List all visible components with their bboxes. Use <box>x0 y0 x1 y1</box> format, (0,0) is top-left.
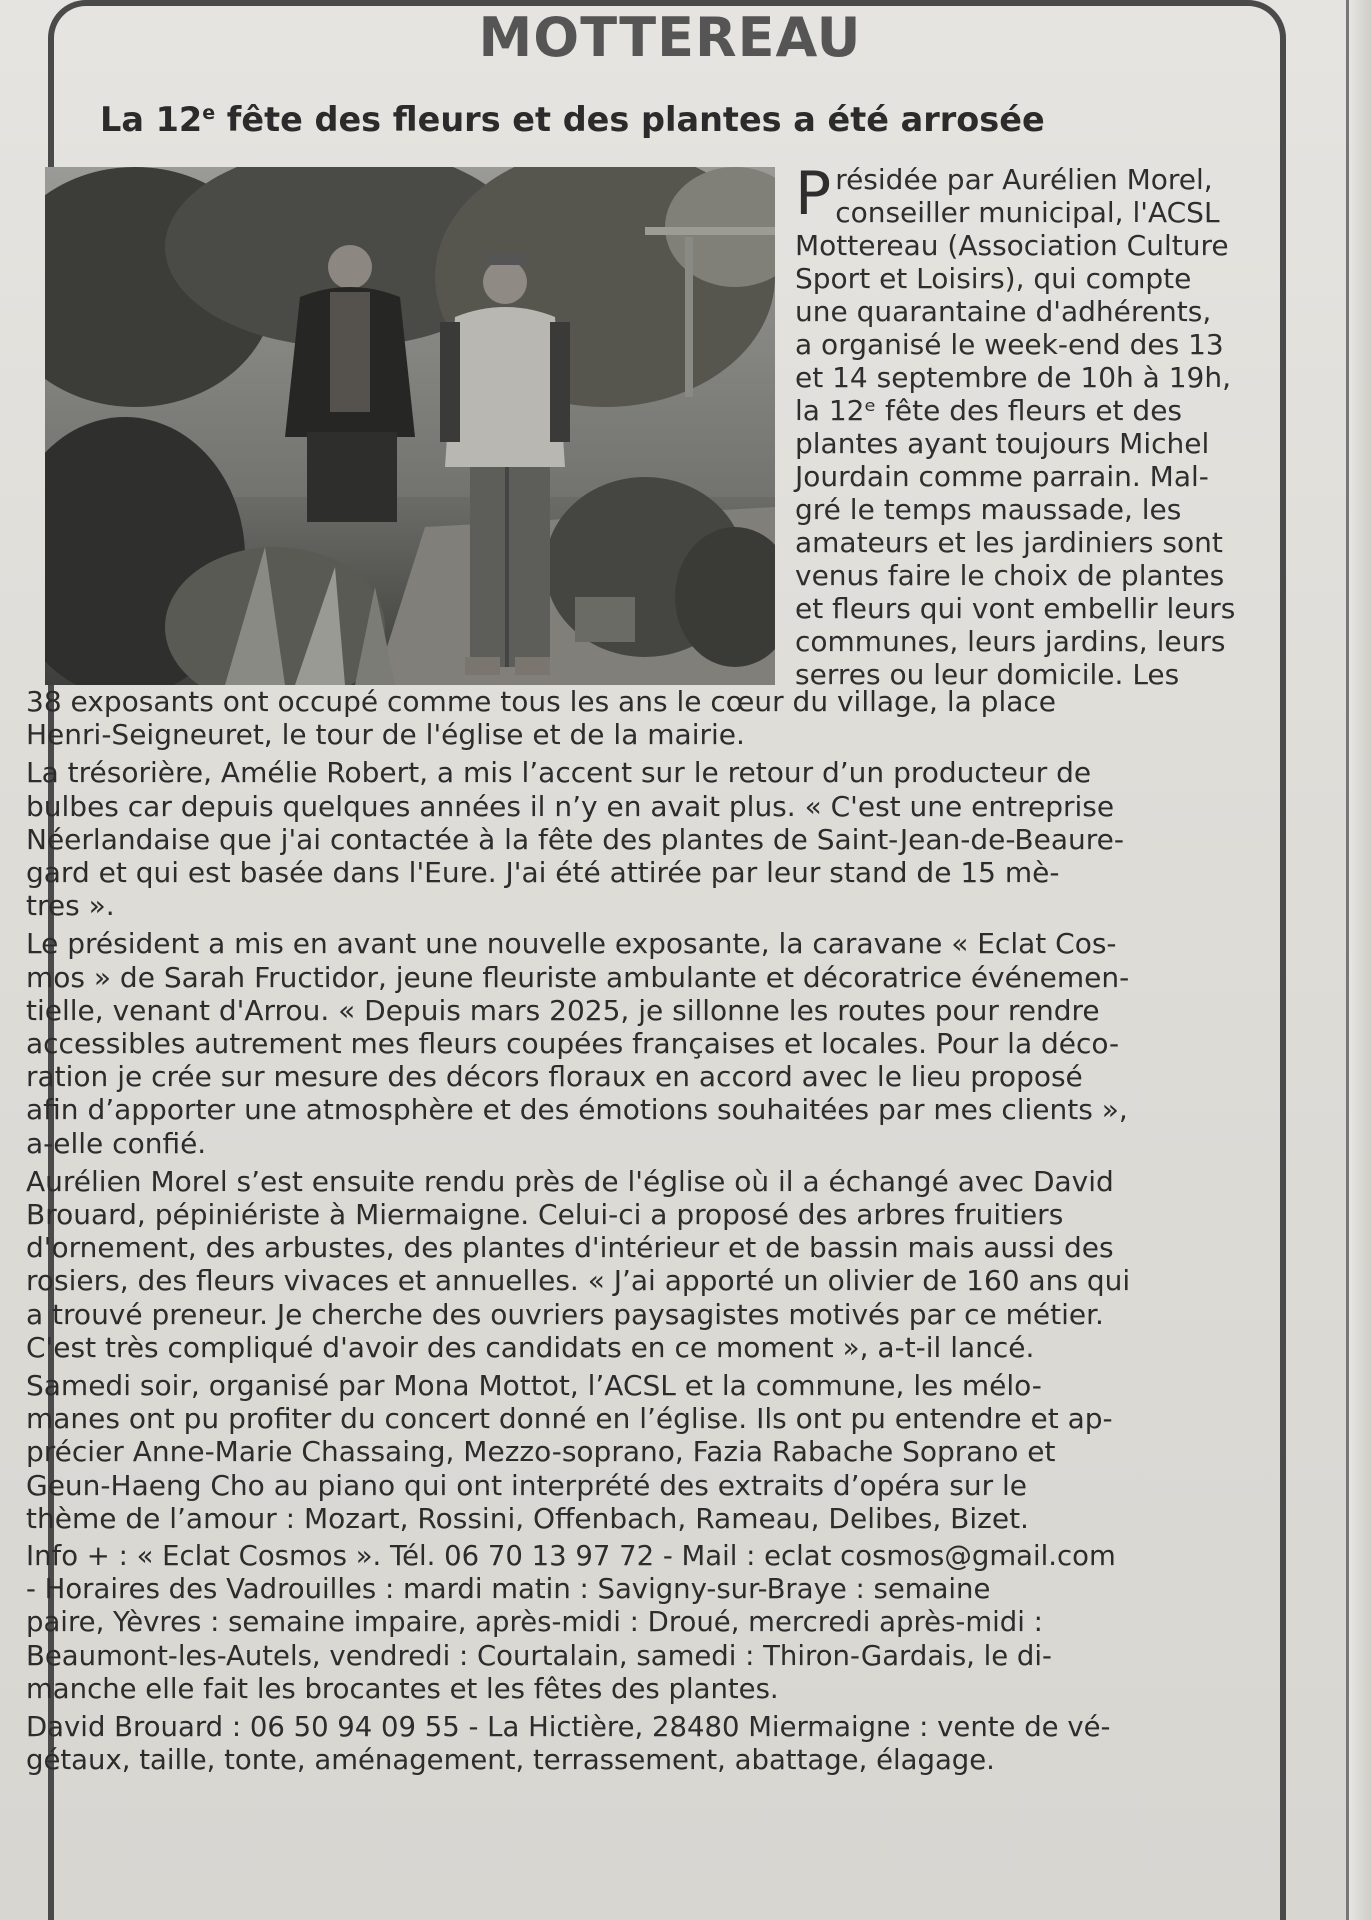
column-line: résidée par Aurélien Morel, <box>835 163 1213 196</box>
info-line: manche elle fait les brocantes et les fêtes des plantes. <box>26 1672 779 1705</box>
body-line: Brouard, pépiniériste à Miermaigne. Celui-ci a proposé des arbres fruitiers <box>26 1198 1064 1232</box>
body-line: Le président a mis en avant une nouvelle exposante, la caravane « Eclat Cos- <box>26 927 1117 961</box>
paragraph-exhibitors <box>26 685 1326 751</box>
garden-photo-illustration <box>45 167 775 685</box>
column-line: amateurs et les jardiniers sont <box>795 526 1223 559</box>
info-box-eclat-cosmos <box>26 1540 1326 1706</box>
column-line: et 14 septembre de 10h à 19h, <box>795 361 1232 394</box>
article-photo <box>45 167 775 685</box>
body-line: thème de l’amour : Mozart, Rossini, Offenbach, Rameau, Delibes, Bizet. <box>26 1501 1029 1535</box>
body-line: Aurélien Morel s’est ensuite rendu près de l'église où il a échangé avec David <box>26 1164 1114 1198</box>
info-line: gétaux, taille, tonte, aménagement, terrassement, abattage, élagage. <box>26 1744 995 1777</box>
body-line: C'est très compliqué d'avoir des candidats en ce moment », a-t-il lancé. <box>26 1330 1035 1364</box>
column-line: a organisé le week-end des 13 <box>795 328 1224 361</box>
body-line: a trouvé preneur. Je cherche des ouvriers paysagistes motivés par ce métier. <box>26 1297 1104 1331</box>
column-line: gré le temps maussade, les <box>795 493 1182 526</box>
column-line: et fleurs qui vont embellir leurs <box>795 592 1236 625</box>
town-heading: MOTTEREAU <box>478 6 862 69</box>
body-line: Samedi soir, organisé par Mona Mottot, l’ACSL et la commune, les mélo- <box>26 1369 1042 1403</box>
column-line: la 12ᵉ fête des fleurs et des <box>795 394 1183 427</box>
column-line: venus faire le choix de plantes <box>795 559 1225 592</box>
column-line: Mottereau (Association Culture <box>795 229 1229 262</box>
body-line: d'ornement, des arbustes, des plantes d'intérieur et de bassin mais aussi des <box>26 1231 1114 1265</box>
first-column-text <box>795 159 1300 691</box>
body-line: précier Anne-Marie Chassaing, Mezzo-soprano, Fazia Rabache Soprano et <box>26 1435 1056 1469</box>
body-line: tres ». <box>26 889 115 923</box>
column-line: conseiller municipal, l'ACSL <box>835 196 1220 229</box>
article-body <box>26 685 1326 1783</box>
column-line: une quarantaine d'adhérents, <box>795 295 1212 328</box>
info-box-david-brouard <box>26 1711 1326 1777</box>
body-line: Néerlandaise que j'ai contactée à la fête des plantes de Saint-Jean-de-Beaure- <box>26 822 1125 856</box>
column-line: communes, leurs jardins, leurs <box>795 625 1226 658</box>
body-line: 38 exposants ont occupé comme tous les ans le cœur du village, la place <box>26 685 1057 718</box>
body-line: rosiers, des fleurs vivaces et annuelles. « J’ai apporté un olivier de 160 ans qui <box>26 1264 1131 1298</box>
article-headline <box>100 100 1250 139</box>
body-line: bulbes car depuis quelques années il n’y en avait plus. « C'est une entreprise <box>26 789 1115 823</box>
paragraph-nursery <box>26 1165 1326 1364</box>
column-line: Sport et Loisirs), qui compte <box>795 262 1192 295</box>
column-line: Jourdain comme parrain. Mal- <box>795 460 1209 493</box>
body-line: Henri-Seigneuret, le tour de l'église et de la mairie. <box>26 718 745 752</box>
paragraph-concert <box>26 1369 1326 1535</box>
headline-superscript: e <box>202 101 216 124</box>
info-line: - Horaires des Vadrouilles : mardi matin : Savigny-sur-Braye : semaine <box>26 1573 991 1606</box>
headline-part-1: La 12 <box>100 100 203 139</box>
body-line: Geun-Haeng Cho au piano qui ont interprété des extraits d’opéra sur le <box>26 1468 1028 1502</box>
info-line: paire, Yèvres : semaine impaire, après-midi : Droué, mercredi après-midi : <box>26 1606 1043 1639</box>
body-line: a-elle confié. <box>26 1126 207 1160</box>
body-line: ration je crée sur mesure des décors floraux en accord avec le lieu proposé <box>26 1060 1083 1094</box>
info-line: Info + : « Eclat Cosmos ». Tél. 06 70 13 97 72 - Mail : eclat cosmos@gmail.com <box>26 1540 1116 1573</box>
body-line: manes ont pu profiter du concert donné en l’église. Ils ont pu entendre et ap- <box>26 1402 1113 1436</box>
body-line: afin d’apporter une atmosphère et des émotions souhaitées par mes clients », <box>26 1093 1128 1127</box>
adjacent-page-edge <box>1346 0 1371 1920</box>
info-line: David Brouard : 06 50 94 09 55 - La Hictière, 28480 Miermaigne : vente de vé- <box>26 1711 1111 1744</box>
column-line: serres ou leur domicile. Les <box>795 658 1180 691</box>
body-line: gard et qui est basée dans l'Eure. J'ai été attirée par leur stand de 15 mè- <box>26 856 1060 890</box>
info-line: Beaumont-les-Autels, vendredi : Courtalain, samedi : Thiron-Gardais, le di- <box>26 1639 1052 1672</box>
paragraph-new-exhibitor <box>26 927 1326 1159</box>
body-line: mos » de Sarah Fructidor, jeune fleuriste ambulante et décoratrice événemen- <box>26 960 1130 994</box>
column-line: plantes ayant toujours Michel <box>795 427 1210 460</box>
paragraph-treasurer <box>26 756 1326 922</box>
headline-part-2: fête des fleurs et des plantes a été arrosée <box>215 100 1045 139</box>
body-line: tielle, venant d'Arrou. « Depuis mars 2025, je sillonne les routes pour rendre <box>26 993 1100 1027</box>
body-line: La trésorière, Amélie Robert, a mis l’accent sur le retour d’un producteur de <box>26 756 1092 790</box>
body-line: accessibles autrement mes fleurs coupées françaises et locales. Pour la déco- <box>26 1027 1120 1061</box>
drop-cap: P <box>795 159 832 229</box>
